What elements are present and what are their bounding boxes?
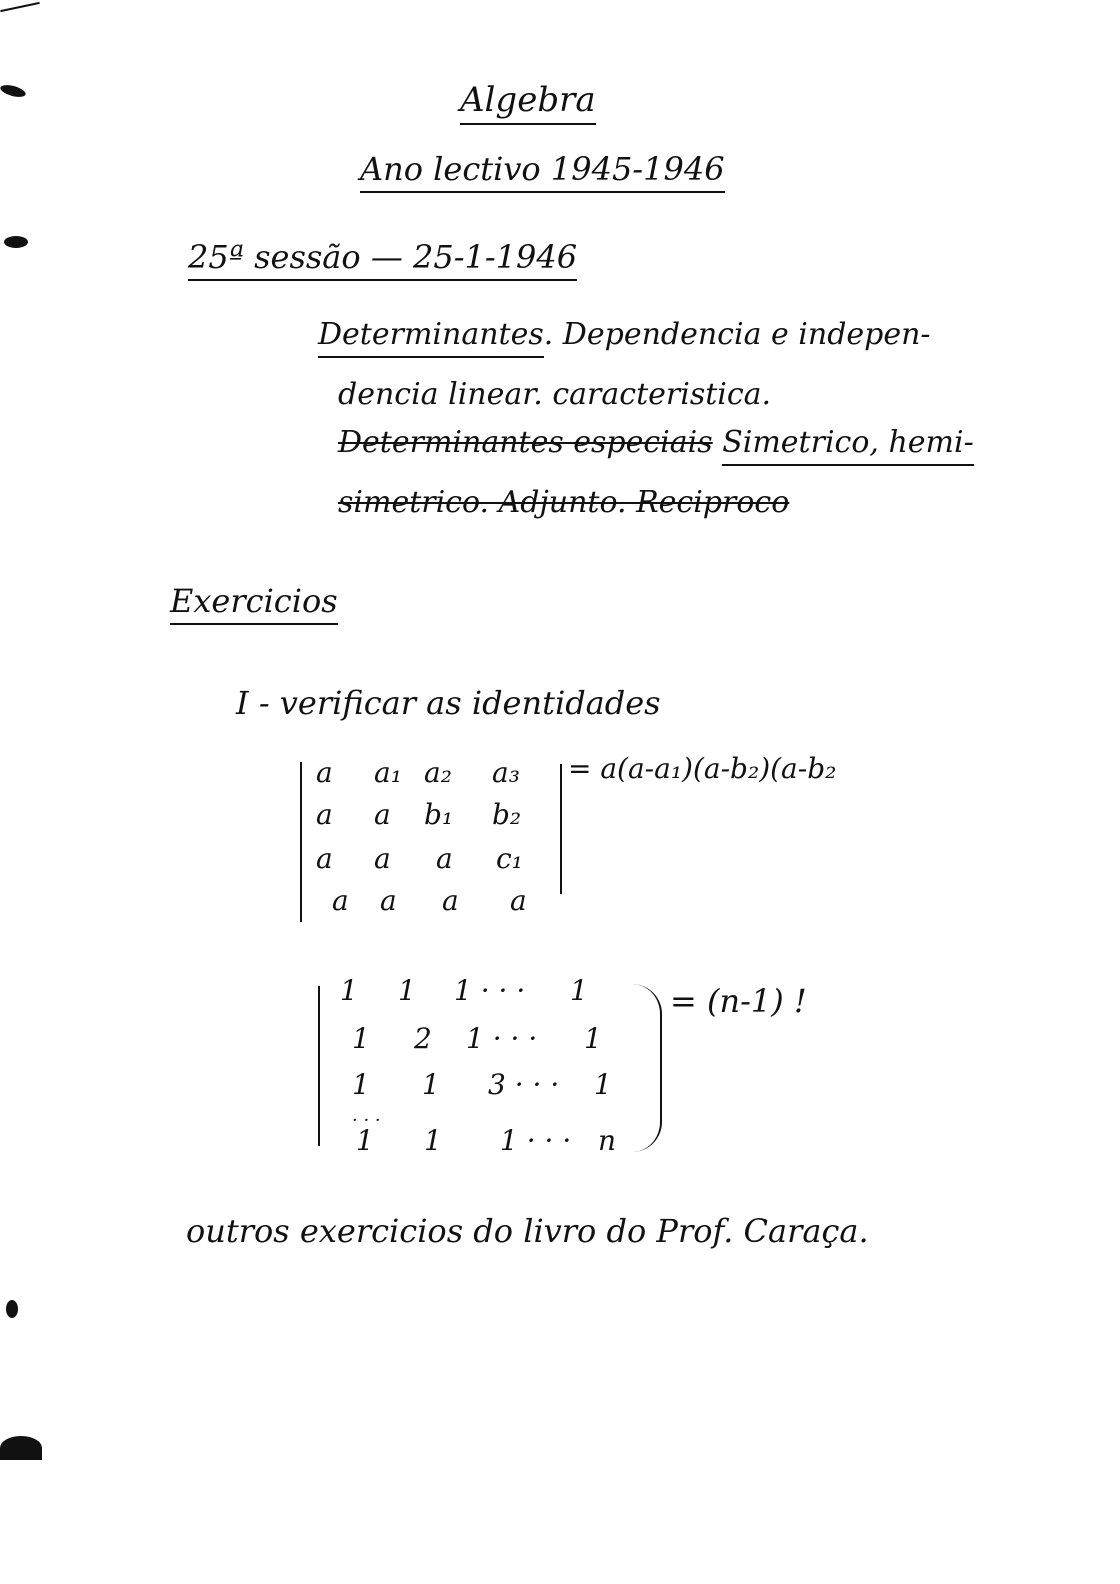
scan-blot <box>6 1300 18 1318</box>
exercises-heading: Exercicios <box>170 584 338 625</box>
matrix2-cell: 1 <box>422 1068 440 1101</box>
matrix1-cell: a <box>436 842 453 875</box>
scan-blot <box>0 2 40 12</box>
footer-note: outros exercicios do livro do Prof. Caraça. <box>186 1212 869 1250</box>
topic-determinantes: Determinantes <box>318 317 544 358</box>
matrix2-result: = (n-1) ! <box>670 982 807 1020</box>
determinant-matrix-2 <box>340 974 640 1174</box>
matrix1-cell: a₂ <box>424 756 452 789</box>
topic-line-1 <box>318 318 931 351</box>
matrix1-cell: a <box>374 798 391 831</box>
matrix1-result: = a(a-a₁)(a-b₂)(a-b₂ <box>568 752 837 785</box>
matrix2-cell: 1 <box>352 1068 370 1101</box>
matrix2-cell: 1 <box>356 1124 374 1157</box>
matrix1-cell: a <box>316 842 333 875</box>
matrix1-cell: a <box>316 756 333 789</box>
page-title: Algebra <box>460 82 596 125</box>
academic-year: Ano lectivo 1945-1946 <box>360 152 725 193</box>
matrix2-cell: 1 · · · <box>466 1022 538 1055</box>
matrix1-cell: a <box>316 798 333 831</box>
matrix2-cell: 1 <box>424 1124 442 1157</box>
matrix2-cell: 1 <box>398 974 416 1007</box>
scan-blot <box>0 1436 42 1460</box>
topic-dependencia: . Dependencia e indepen- <box>543 317 931 352</box>
matrix2-cell: 1 <box>594 1068 612 1101</box>
determinant-matrix-1 <box>316 756 556 916</box>
topic-line-3 <box>338 426 974 459</box>
matrix2-cell: 1 <box>570 974 588 1007</box>
matrix1-right-bar <box>560 764 562 894</box>
matrix2-cell: 1 · · · <box>500 1124 572 1157</box>
topic-simetrico: Simetrico, hemi- <box>722 425 974 466</box>
exercise-1-instruction: I - verificar as identidades <box>236 684 661 722</box>
topic-line-4: simetrico. Adjunto. Reciproco <box>338 485 790 520</box>
session-date: 25ª sessão — 25-1-1946 <box>188 240 577 281</box>
scan-blot <box>0 83 27 99</box>
scan-blot <box>4 236 28 248</box>
matrix2-cell: 2 <box>414 1022 432 1055</box>
matrix1-cell: b₂ <box>492 798 522 831</box>
matrix2-cell: 1 · · · <box>454 974 526 1007</box>
matrix2-vertical-dots: · · · <box>352 1110 381 1131</box>
matrix2-cell: n <box>598 1124 617 1157</box>
topic-struck-especiais: Determinantes especiais <box>338 425 713 460</box>
matrix2-cell: 1 <box>340 974 358 1007</box>
matrix1-cell: b₁ <box>424 798 454 831</box>
matrix1-cell: a <box>374 842 391 875</box>
matrix1-cell: a <box>380 884 397 917</box>
topic-line-2: dencia linear. caracteristica. <box>338 377 772 412</box>
matrix2-cell: 1 <box>352 1022 370 1055</box>
matrix2-cell: 1 <box>584 1022 602 1055</box>
matrix2-cell: 3 · · · <box>488 1068 560 1101</box>
matrix1-cell: a <box>442 884 459 917</box>
matrix1-cell: a₁ <box>374 756 402 789</box>
matrix1-cell: a <box>510 884 527 917</box>
matrix2-left-bar <box>318 986 320 1146</box>
matrix1-cell: c₁ <box>496 842 523 875</box>
matrix1-cell: a₃ <box>492 756 520 789</box>
matrix1-cell: a <box>332 884 349 917</box>
matrix1-left-bar <box>300 762 302 922</box>
